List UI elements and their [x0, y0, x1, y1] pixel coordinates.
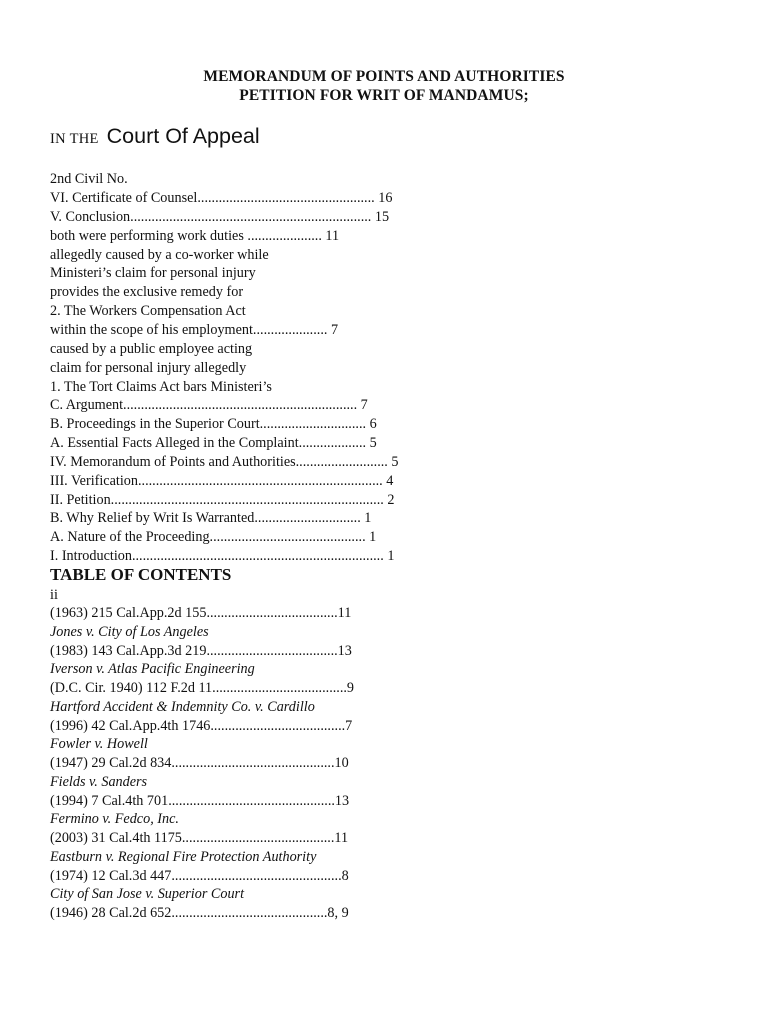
case-citation: (2003) 31 Cal.4th 1175...........................................11 — [50, 830, 349, 846]
case-citation: (1983) 143 Cal.App.3d 219.....................................13 — [50, 642, 352, 659]
toc-line: V. Conclusion.................................................................... 15 — [50, 208, 390, 225]
toc-line: C. Argument.................................................................. 7 — [50, 397, 368, 414]
case-name: Fermino v. Fedco, Inc. — [50, 811, 179, 828]
case-number-line: 2nd Civil No. — [50, 171, 128, 187]
court-name: Court Of Appeal — [106, 124, 260, 148]
toc-line: A. Essential Facts Alleged in the Complaint................... 5 — [50, 435, 377, 452]
toc-line: claim for personal injury allegedly — [50, 359, 247, 376]
page-number: ii — [50, 587, 58, 603]
case-name: Hartford Accident & Indemnity Co. v. Cardillo — [50, 698, 315, 715]
case-name: City of San Jose v. Superior Court — [50, 886, 245, 903]
toc-line: Ministeri’s claim for personal injury — [50, 265, 256, 282]
toc-line: allegedly caused by a co-worker while — [50, 246, 269, 263]
case-name: Jones v. City of Los Angeles — [50, 623, 209, 640]
case-citation: (1974) 12 Cal.3d 447................................................8 — [50, 867, 349, 884]
toc-line: 2. The Workers Compensation Act — [50, 303, 246, 320]
case-name: Fowler v. Howell — [50, 736, 148, 753]
petition-heading: PETITION FOR WRIT OF MANDAMUS; — [239, 87, 529, 104]
toc-line: II. Petition............................................................................. 2 — [50, 491, 395, 508]
case-citation: (1946) 28 Cal.2d 652............................................8, 9 — [50, 905, 349, 921]
memorandum-heading: MEMORANDUM OF POINTS AND AUTHORITIES — [203, 68, 565, 85]
toc-line: IV. Memorandum of Points and Authorities.......................... 5 — [50, 453, 399, 470]
toc-line: VI. Certificate of Counsel.................................................. 16 — [50, 190, 393, 206]
toc-line: I. Introduction....................................................................... 1 — [50, 548, 395, 565]
case-name: Iverson v. Atlas Pacific Engineering — [50, 661, 255, 678]
toc-line: provides the exclusive remedy for — [50, 284, 244, 301]
toc-line: both were performing work duties ..................... 11 — [50, 227, 340, 244]
toc-line: B. Proceedings in the Superior Court.............................. 6 — [50, 416, 377, 433]
toc-line: within the scope of his employment..................... 7 — [50, 321, 339, 338]
case-name: Fields v. Sanders — [50, 773, 148, 790]
case-citation: (1994) 7 Cal.4th 701...............................................13 — [50, 792, 350, 809]
case-citation: (1963) 215 Cal.App.2d 155.....................................11 — [50, 605, 352, 621]
court-prefix: IN THE — [50, 131, 99, 147]
case-citation: (1947) 29 Cal.2d 834..............................................10 — [50, 755, 349, 771]
case-citation: (D.C. Cir. 1940) 112 F.2d 11......................................9 — [50, 680, 355, 696]
case-name: Eastburn v. Regional Fire Protection Authority — [50, 848, 317, 865]
case-citation: (1996) 42 Cal.App.4th 1746......................................7 — [50, 717, 353, 734]
toc-line: A. Nature of the Proceeding............................................ 1 — [50, 529, 377, 546]
toc-title: TABLE OF CONTENTS — [50, 565, 232, 584]
court-line — [50, 124, 260, 149]
toc-line: B. Why Relief by Writ Is Warranted.............................. 1 — [50, 510, 372, 527]
toc-line: caused by a public employee acting — [50, 340, 253, 357]
toc-line: III. Verification..................................................................... 4 — [50, 472, 394, 489]
toc-line: 1. The Tort Claims Act bars Ministeri’s — [50, 378, 272, 395]
